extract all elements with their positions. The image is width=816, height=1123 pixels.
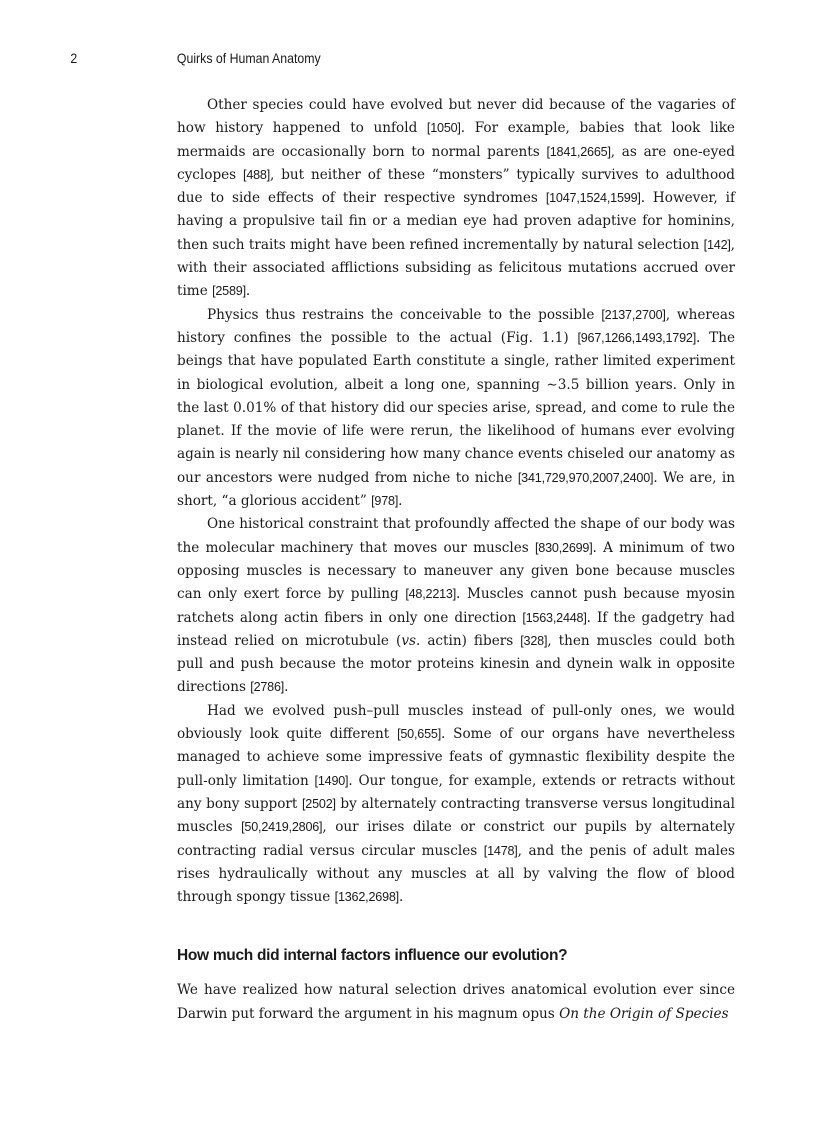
- text-run: .: [245, 283, 251, 300]
- text-run: .: [398, 493, 403, 510]
- citation: [328]: [520, 633, 548, 648]
- body-text: [177, 94, 735, 1026]
- text-run: , as are one-eyed cyclopes: [177, 143, 736, 183]
- citation: [2786]: [250, 680, 285, 695]
- citation: [1563,2448]: [522, 610, 587, 625]
- citation: [1841,2665]: [546, 144, 611, 159]
- citation: [1050]: [426, 121, 461, 136]
- text-run: .: [284, 679, 289, 696]
- citation: [50,655]: [397, 727, 441, 742]
- text-run: . Our tongue, for example, extends or retracts without any bony support: [177, 772, 735, 812]
- citation: [1047,1524,1599]: [545, 191, 641, 206]
- text-run: .: [398, 889, 404, 906]
- text-run: actin) fibers: [420, 632, 521, 649]
- citation: [341,729,970,2007,2400]: [517, 470, 654, 485]
- text-run: . We are, in short, “a glorious accident”: [177, 469, 735, 510]
- italic-text: vs.: [401, 632, 421, 649]
- citation: [2502]: [301, 796, 336, 811]
- page-number: 2: [70, 50, 78, 66]
- citation: [1362,2698]: [334, 890, 399, 905]
- citation: [830,2699]: [535, 540, 593, 555]
- text-run: . Some of our organs have nevertheless managed to achieve some impressive feats of gymnastic flexibility despite the pull-only limitation: [177, 726, 735, 789]
- text-run: , then muscles could both pull and push because the motor proteins kinesin and dynein walk in opposite directions: [177, 632, 735, 696]
- citation: [2589]: [212, 284, 246, 299]
- text-run: . If the gadgetry had instead relied on microtubule (: [177, 609, 735, 649]
- paragraph-5: [177, 979, 735, 1026]
- text-run: , whereas history confines the possible to the actual (Fig. 1.1): [177, 306, 735, 346]
- paragraph-2: [177, 304, 735, 514]
- citation: [1478]: [483, 843, 518, 858]
- text-run: , but neither of these “monsters” typically survives to adulthood due to side effects of their respective syndromes: [177, 166, 736, 207]
- paragraph-4: [177, 700, 735, 910]
- citation: [967,1266,1493,1792]: [577, 330, 696, 345]
- text-run: , and the penis of adult males rises hydraulically without any muscles at all by valving the flow of blood through spongy tissue: [177, 842, 735, 906]
- text-run: by alternately contracting transverse versus longitudinal muscles: [177, 795, 735, 836]
- text-run: . For example, babies that look like mermaids are occasionally born to normal parents: [177, 120, 735, 160]
- italic-text: On the Origin of Species: [559, 1005, 729, 1022]
- text-run: . The beings that have populated Earth constitute a single, rather limited experiment in biological evolution, albeit a long one, spanning ∼3.5 billion years. Only in the last 0.01% of that history did our species arise, spread, and come to rule the planet. If the movie of life were rerun, the likelihood of humans ever evolving again is nearly nil considering how many chance events chiseled our anatomy as our ancestors were nudged from niche to niche: [177, 329, 735, 486]
- citation: [50,2419,2806]: [241, 820, 323, 835]
- text-run: . However, if having a propulsive tail fin or a median eye had proven adaptive for hominins, then such traits might have been refined incrementally by natural selection: [177, 190, 735, 253]
- text-run: Had we evolved push–pull muscles instead of pull-only ones, we would obviously look quite different: [177, 702, 735, 743]
- text-run: We have realized how natural selection drives anatomical evolution ever since Darwin put forward the argument in his magnum opus: [177, 982, 735, 1022]
- text-run: , our irises dilate or constrict our pupils by alternately contracting radial versus circular muscles: [177, 819, 735, 859]
- running-title: Quirks of Human Anatomy: [176, 50, 321, 66]
- text-run: One historical constraint that profoundly affected the shape of our body was the molecular machinery that moves our muscles: [177, 516, 736, 556]
- text-run: , with their associated afflictions subsiding as felicitous mutations accrued over time: [177, 236, 735, 300]
- paragraph-1: [177, 94, 735, 304]
- running-head: [0, 50, 718, 70]
- text-run: Physics thus restrains the conceivable to the possible: [207, 306, 602, 323]
- text-run: . Muscles cannot push because myosin ratchets along actin fibers in only one direction: [177, 586, 735, 626]
- text-run: Other species could have evolved but never did because of the vagaries of how history happened to unfold: [177, 97, 735, 137]
- citation: [48,2213]: [405, 587, 457, 602]
- citation: [2137,2700]: [601, 307, 666, 322]
- citation: [1490]: [314, 773, 349, 788]
- paragraph-3: [177, 513, 735, 699]
- section-heading: How much did internal factors influence our evolution?: [177, 947, 568, 965]
- citation: [978]: [371, 494, 399, 509]
- text-run: . A minimum of two opposing muscles is necessary to maneuver any given bone because muscles can only exert force by pulling: [177, 539, 735, 603]
- citation: [142]: [703, 237, 731, 252]
- citation: [488]: [243, 167, 271, 182]
